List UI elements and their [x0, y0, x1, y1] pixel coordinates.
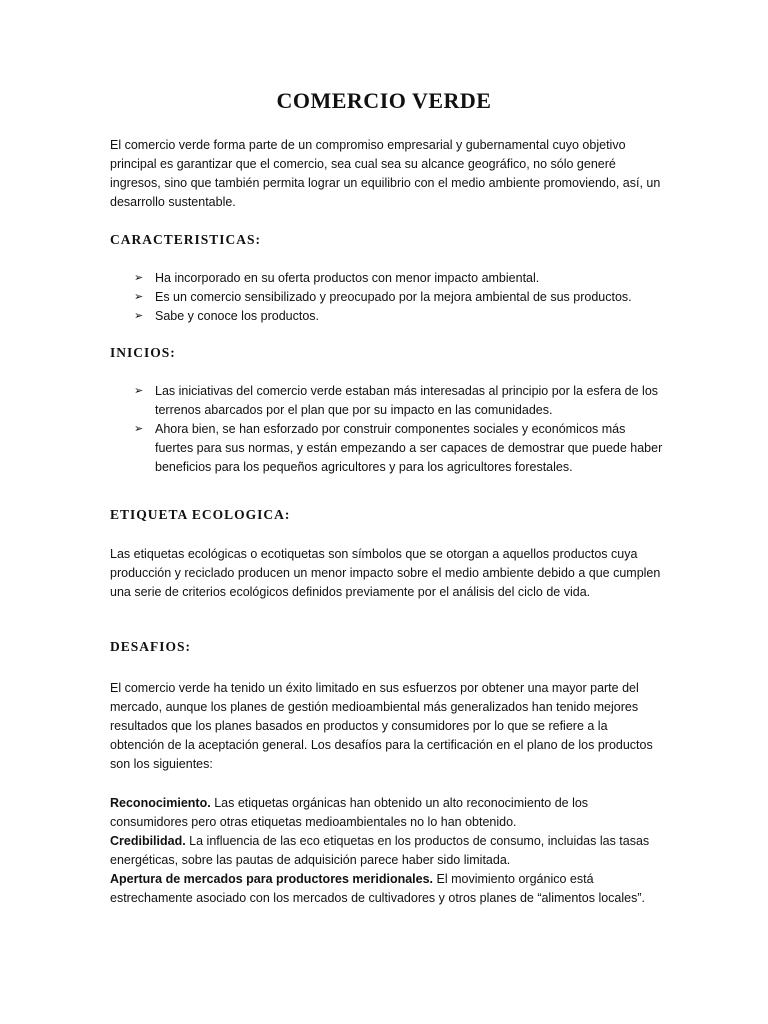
list-item-text: Sabe y conoce los productos.	[155, 309, 319, 323]
list-item-text: Las iniciativas del comercio verde estaban más interesadas al principio por la esfera de los terrenos abarcados por el plan que por su impacto en las comunidades.	[155, 384, 659, 417]
desafio-item-apertura	[110, 870, 662, 908]
arrow-bullet-icon: ➢	[134, 272, 144, 284]
inicios-list	[134, 382, 664, 477]
arrow-bullet-icon: ➢	[134, 310, 144, 322]
desafio-text: Las etiquetas orgánicas han obtenido un alto reconocimiento de los consumidores pero otras etiquetas medioambientales no lo han obtenido.	[110, 796, 589, 829]
desafios-heading: DESAFIOS:	[110, 639, 192, 654]
arrow-bullet-icon: ➢	[134, 291, 144, 303]
etiqueta-heading: ETIQUETA ECOLOGICA:	[110, 507, 291, 522]
caracteristicas-heading: CARACTERISTICAS:	[110, 232, 262, 247]
desafio-term: Reconocimiento.	[110, 796, 211, 810]
desafio-term: Credibilidad.	[110, 834, 186, 848]
desafio-text: El movimiento orgánico está estrechamente asociado con los mercados de cultivadores y otros planes de “alimentos locales”.	[110, 872, 645, 905]
list-item	[134, 382, 664, 420]
list-item	[134, 288, 664, 307]
desafio-term: Apertura de mercados para productores meridionales.	[110, 872, 434, 886]
intro-paragraph: El comercio verde forma parte de un compromiso empresarial y gubernamental cuyo objetivo principal es garantizar que el comercio, sea cual sea su alcance geográfico, no sólo generé ingresos, sino que también permita lograr un equilibrio con el medio ambiente promoviendo, así, un desarrollo sustentable.	[110, 138, 661, 209]
caracteristicas-list	[134, 269, 664, 326]
arrow-bullet-icon: ➢	[134, 423, 144, 435]
list-item	[134, 307, 664, 326]
desafios-paragraph: El comercio verde ha tenido un éxito limitado en sus esfuerzos por obtener una mayor parte del mercado, aunque los planes de gestión medioambiental más generalizados han tenido mejores resultados que los planes basados en productos y consumidores por lo que se refiere a la obtención de la aceptación general. Los desafíos para la certificación en el plano de los productos son los siguientes:	[110, 681, 653, 771]
desafio-item-reconocimiento	[110, 794, 662, 832]
arrow-bullet-icon: ➢	[134, 385, 144, 397]
list-item-text: Es un comercio sensibilizado y preocupado por la mejora ambiental de sus productos.	[155, 290, 632, 304]
page-title: COMERCIO VERDE	[276, 88, 492, 113]
etiqueta-paragraph: Las etiquetas ecológicas o ecotiquetas son símbolos que se otorgan a aquellos productos cuya producción y reciclado producen un menor impacto sobre el medio ambiente debido a que cumplen una serie de criterios ecológicos definidos previamente por el análisis del ciclo de vida.	[110, 547, 661, 599]
list-item-text: Ahora bien, se han esforzado por construir componentes sociales y económicos más fuertes para sus normas, y están empezando a ser capaces de demostrar que puede haber beneficios para los pequeños agricultores y para los agricultores forestales.	[155, 422, 663, 474]
list-item	[134, 420, 664, 477]
inicios-heading: INICIOS:	[110, 345, 176, 360]
desafio-text: La influencia de las eco etiquetas en los productos de consumo, incluidas las tasas energéticas, sobre las pautas de adquisición parece haber sido limitada.	[110, 834, 650, 867]
desafios-items	[110, 794, 662, 908]
desafio-item-credibilidad	[110, 832, 662, 870]
list-item	[134, 269, 664, 288]
list-item-text: Ha incorporado en su oferta productos con menor impacto ambiental.	[155, 271, 540, 285]
